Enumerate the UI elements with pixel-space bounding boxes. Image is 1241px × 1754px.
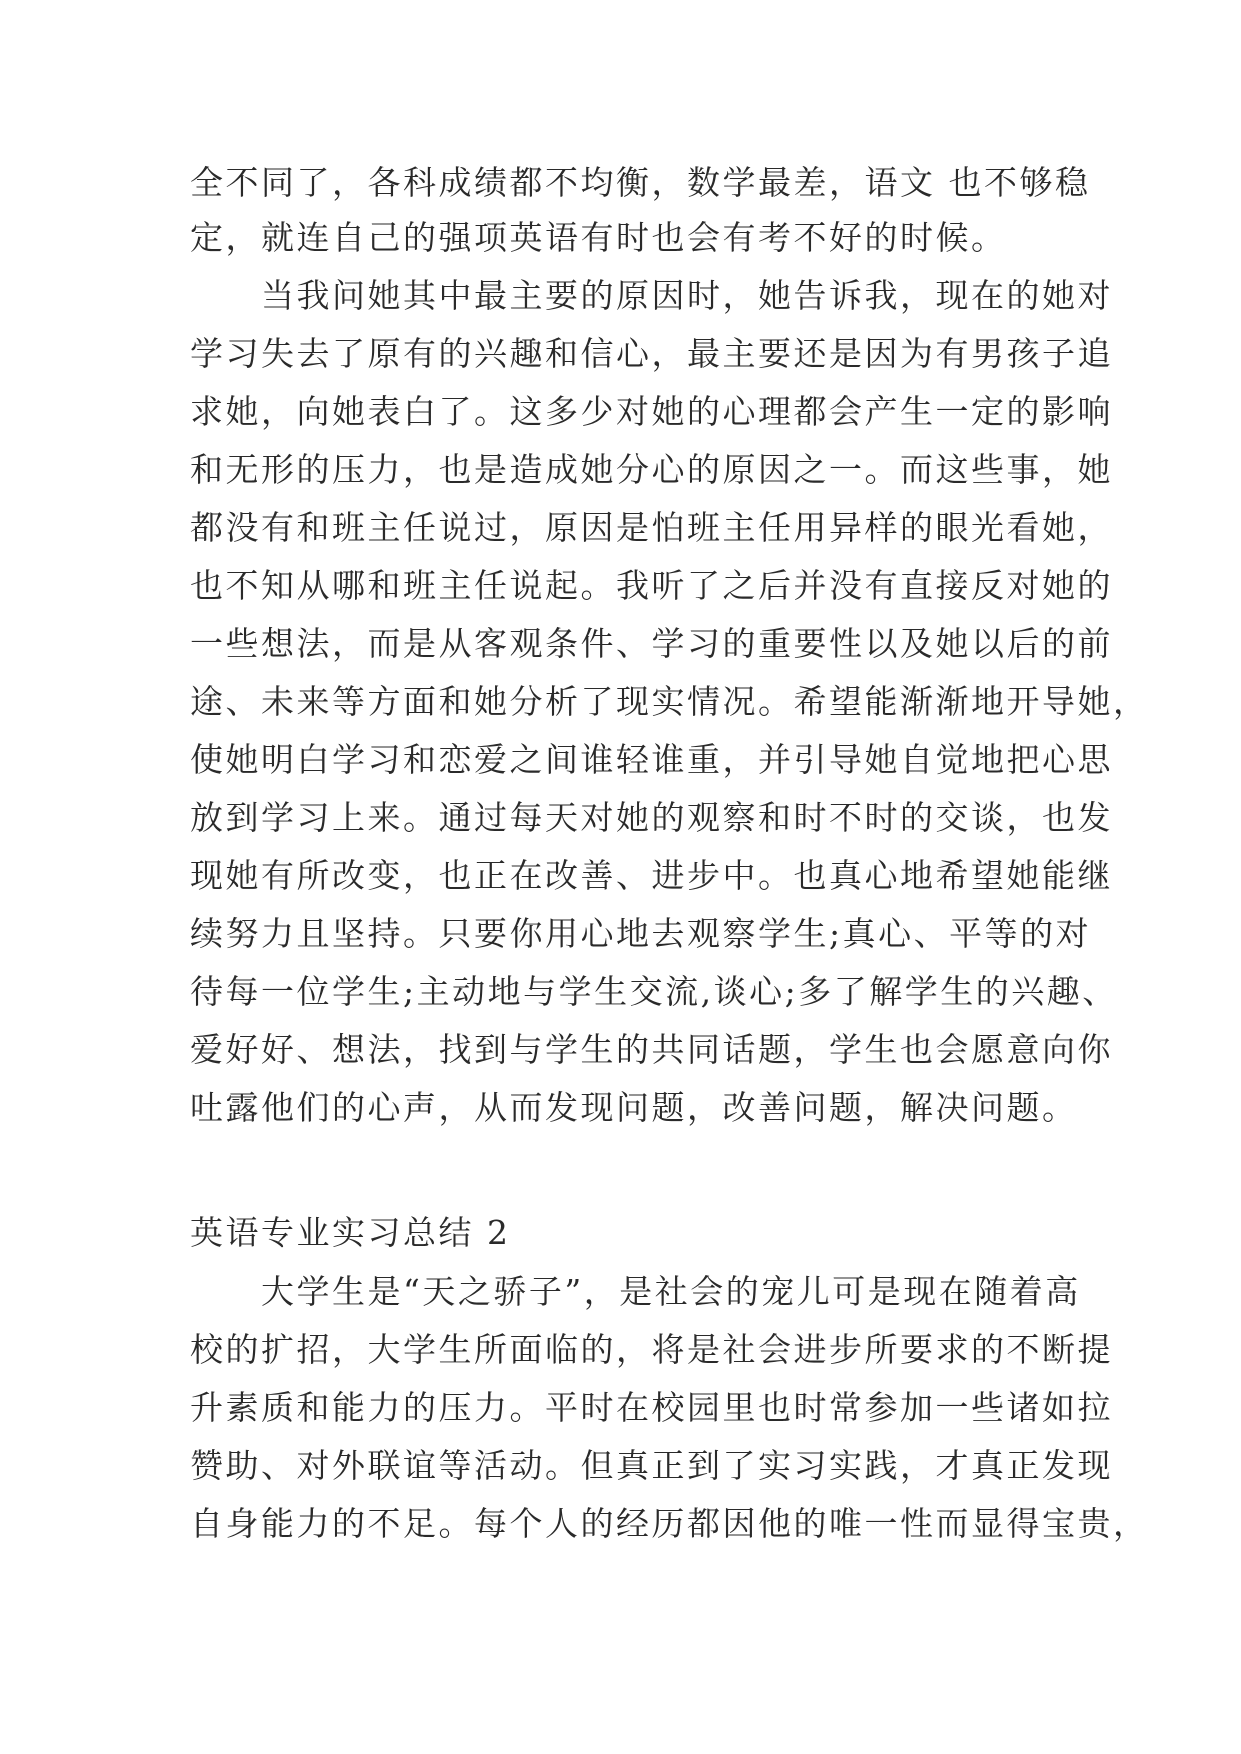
text-line: 自身能力的不足。每个人的经历都因他的唯一性而显得宝贵， — [190, 1504, 1149, 1543]
text-line: 和无形的压力，也是造成她分心的原因之一。而这些事，她 — [190, 450, 1113, 489]
text-line: 途、未来等方面和她分析了现实情况。希望能渐渐地开导她， — [190, 682, 1149, 721]
text-line: 校的扩招，大学生所面临的，将是社会进步所要求的不断提 — [190, 1330, 1113, 1369]
text-line: 赞助、对外联谊等活动。但真正到了实习实践，才真正发现 — [190, 1446, 1113, 1485]
text-line: 一些想法，而是从客观条件、学习的重要性以及她以后的前 — [190, 624, 1113, 663]
text-line: 大学生是“天之骄子”，是社会的宠儿可是现在随着高 — [190, 1272, 1081, 1311]
text-line: 放到学习上来。通过每天对她的观察和时不时的交谈，也发 — [190, 798, 1113, 837]
text-line: 也不知从哪和班主任说起。我听了之后并没有直接反对她的 — [190, 566, 1113, 605]
text-line: 求她，向她表白了。这多少对她的心理都会产生一定的影响 — [190, 392, 1113, 431]
text-line: 续努力且坚持。只要你用心地去观察学生;真心、平等的对 — [190, 914, 1092, 953]
section-heading: 英语专业实习总结 2 — [190, 1213, 511, 1252]
text-line: 都没有和班主任说过，原因是怕班主任用异样的眼光看她， — [190, 508, 1113, 547]
text-line: 使她明白学习和恋爱之间谁轻谁重，并引导她自觉地把心思 — [190, 740, 1113, 779]
text-line: 爱好好、想法，找到与学生的共同话题，学生也会愿意向你 — [190, 1030, 1113, 1069]
text-line: 现她有所改变，也正在改善、进步中。也真心地希望她能继 — [190, 856, 1113, 895]
text-line: 定，就连自己的强项英语有时也会有考不好的时候。 — [190, 218, 1007, 257]
text-line: 学习失去了原有的兴趣和信心，最主要还是因为有男孩子追 — [190, 334, 1113, 373]
text-line: 吐露他们的心声，从而发现问题，改善问题，解决问题。 — [190, 1088, 1078, 1127]
text-line: 升素质和能力的压力。平时在校园里也时常参加一些诸如拉 — [190, 1388, 1113, 1427]
text-line: 待每一位学生;主动地与学生交流,谈心;多了解学生的兴趣、 — [190, 972, 1118, 1011]
text-line: 当我问她其中最主要的原因时，她告诉我，现在的她对 — [190, 276, 1113, 315]
text-line: 全不同了，各科成绩都不均衡，数学最差，语文 也不够稳 — [190, 163, 1091, 202]
